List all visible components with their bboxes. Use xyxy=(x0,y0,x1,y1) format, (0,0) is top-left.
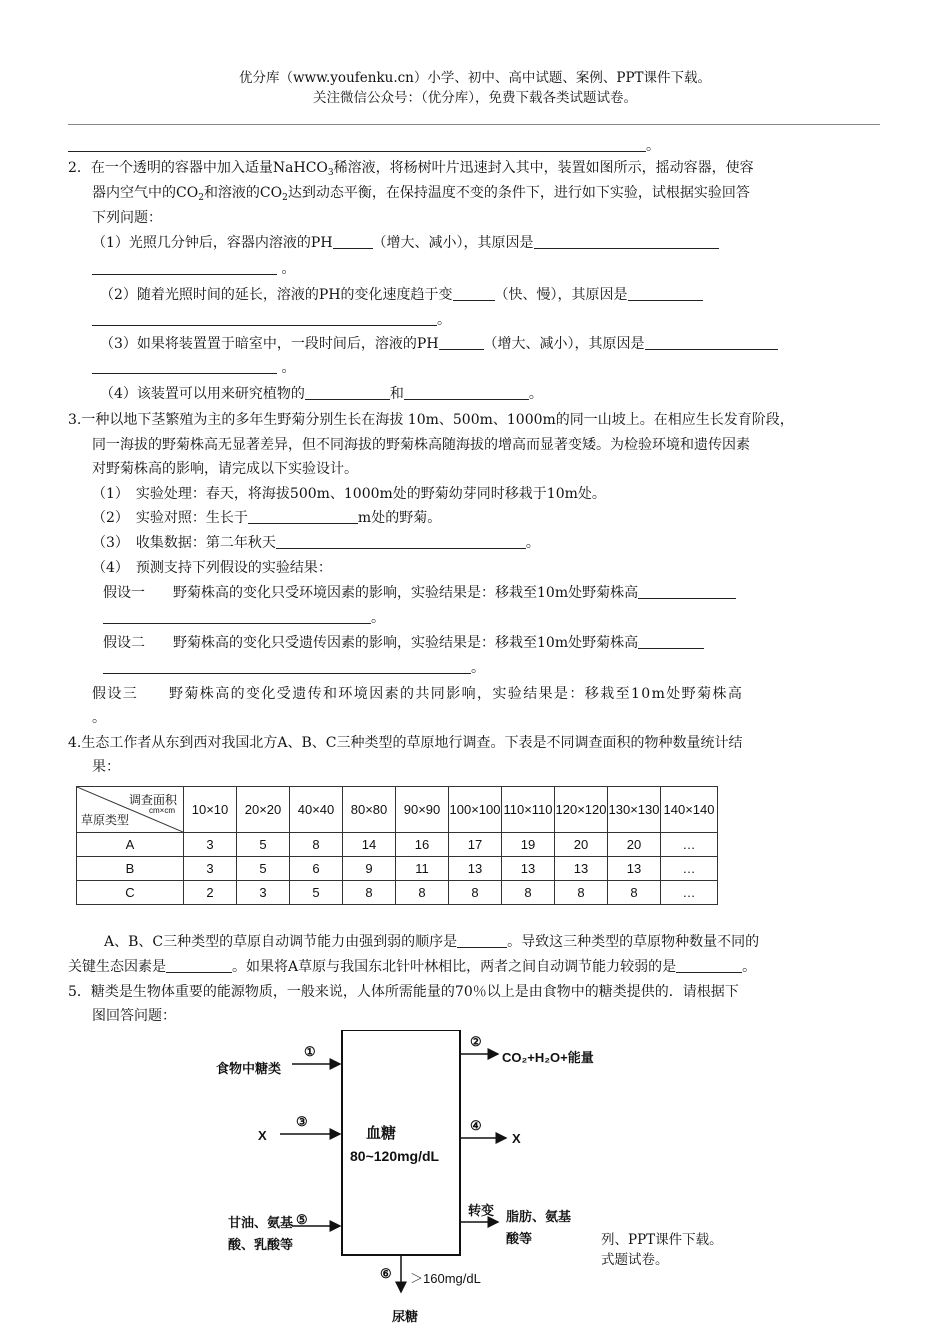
footer-fragment-1: 列、PPT课件下载。 xyxy=(601,1232,723,1248)
q3-step-2: （2） 实验对照：生长于 m处的野菊。 xyxy=(92,510,442,526)
q4-line-1: 4.生态工作者从东到西对我国北方A、B、C三种类型的草原地行调查。下表是不同调查面积的物种数量统计结 xyxy=(68,735,743,751)
answer-blank[interactable] xyxy=(638,584,736,599)
table-cell: … xyxy=(661,857,718,881)
answer-blank[interactable] xyxy=(439,335,484,350)
q2-part-3-cont: 。 xyxy=(92,358,295,378)
table-cell: 20 xyxy=(608,833,661,857)
row-label: B xyxy=(77,857,184,881)
q2-line-1: 2．在一个透明的容器中加入适量NaHCO$_3$稀溶液，将杨树叶片迅速封入其中，装置如图所示，摇动容器，使容 xyxy=(68,160,754,178)
column-header: 10×10 xyxy=(184,787,237,833)
table-cell: 8 xyxy=(343,881,396,905)
table-cell: 13 xyxy=(502,857,555,881)
table-cell: 5 xyxy=(237,833,290,857)
footer-fragment-2: 式题试卷。 xyxy=(601,1252,669,1268)
q1-answer-line: 。 xyxy=(68,136,660,156)
table-cell: 3 xyxy=(237,881,290,905)
table-cell: … xyxy=(661,833,718,857)
table-cell: 5 xyxy=(237,857,290,881)
q3-line-2: 同一海拔的野菊株高无显著差异，但不同海拔的野菊株高随海拔的增高而显著变矮。为检验环境和遗传因素 xyxy=(92,437,750,453)
corner-top-label: 调查面积 xyxy=(128,793,177,807)
answer-blank[interactable] xyxy=(103,609,371,624)
diagram-lines xyxy=(200,1030,620,1344)
table-cell: 8 xyxy=(396,881,449,905)
table-cell: 8 xyxy=(449,881,502,905)
q2-part-2-cont: 。 xyxy=(92,310,451,330)
answer-blank[interactable] xyxy=(534,234,719,249)
q2-part-3: （3）如果将装置置于暗室中，一段时间后，溶液的PH （增大、减小），其原因是 xyxy=(100,334,778,354)
q2-line-3: 下列问题： xyxy=(92,210,162,226)
table-corner-header xyxy=(77,787,184,833)
q5-line-1: 5．糖类是生物体重要的能源物质，一般来说，人体所需能量的70％以上是由食物中的糖类提供的．请根据下 xyxy=(68,984,739,1000)
column-header: 90×90 xyxy=(396,787,449,833)
row-label: C xyxy=(77,881,184,905)
answer-blank[interactable] xyxy=(276,534,526,549)
answer-blank[interactable] xyxy=(92,260,277,275)
label-1: ① xyxy=(304,1044,316,1059)
q4-question-line-1: A、B、C三种类型的草原自动调节能力由强到弱的顺序是 。导致这三种类型的草原物种数量不同的 xyxy=(104,934,760,950)
label-2: ② xyxy=(470,1034,482,1049)
q3-hypothesis-3: 假设三 野菊株高的变化受遗传和环境因素的共同影响，实验结果是：移栽至10m处野菊株高 xyxy=(92,686,744,702)
column-header: 40×40 xyxy=(290,787,343,833)
q3-line-3: 对野菊株高的影响，请完成以下实验设计。 xyxy=(92,461,358,477)
output-x: X xyxy=(512,1131,521,1146)
answer-blank[interactable] xyxy=(166,958,232,973)
answer-blank[interactable] xyxy=(404,385,529,400)
q3-step-3: （3） 收集数据：第二年秋天 。 xyxy=(92,535,540,551)
input-glycerol: 甘油、氨基 xyxy=(228,1215,294,1230)
table-cell: 13 xyxy=(449,857,502,881)
output-amino: 酸等 xyxy=(506,1231,533,1246)
q2-part-1: （1）光照几分钟后，容器内溶液的PH （增大、减小），其原因是 xyxy=(92,233,719,253)
table-cell: 8 xyxy=(290,833,343,857)
label-4: ④ xyxy=(470,1118,482,1133)
corner-bottom-label: 草原类型 xyxy=(81,813,130,827)
output-urine-sugar: 尿糖 xyxy=(392,1309,419,1324)
column-header: 80×80 xyxy=(343,787,396,833)
column-header: 140×140 xyxy=(661,787,718,833)
table-cell: … xyxy=(661,881,718,905)
table-cell: 20 xyxy=(555,833,608,857)
box-title: 血糖 xyxy=(366,1125,397,1142)
table-cell: 3 xyxy=(184,857,237,881)
q3-line-1: 3.一种以地下茎繁殖为主的多年生野菊分别生长在海拔 10m、500m、1000m的同一山坡上。在相应生长发育阶段， xyxy=(68,412,794,428)
answer-blank[interactable] xyxy=(676,958,742,973)
q3-step-4: （4） 预测支持下列假设的实验结果： xyxy=(92,560,332,576)
answer-blank[interactable] xyxy=(457,933,507,948)
table-cell: 19 xyxy=(502,833,555,857)
q3-hypothesis-2: 假设二 野菊株高的变化只受遗传因素的影响，实验结果是：移栽至10m处野菊株高 xyxy=(103,633,704,653)
output-fat: 脂肪、氨基 xyxy=(506,1209,572,1224)
box-range: 80~120mg/dL xyxy=(350,1148,440,1164)
q2-part-4: （4）该装置可以用来研究植物的 和 。 xyxy=(100,386,543,402)
table-cell: 17 xyxy=(449,833,502,857)
table-cell: 9 xyxy=(343,857,396,881)
answer-blank[interactable] xyxy=(645,335,778,350)
answer-blank[interactable] xyxy=(333,234,373,249)
output-threshold: ＞160mg/dL xyxy=(410,1271,481,1286)
table-cell: 5 xyxy=(290,881,343,905)
table-row xyxy=(77,833,718,857)
table-cell: 8 xyxy=(555,881,608,905)
column-header: 120×120 xyxy=(555,787,608,833)
table-cell: 6 xyxy=(290,857,343,881)
q3-hypothesis-2-cont: 。 xyxy=(103,658,485,678)
header-line-2: 关注微信公众号：（优分库），免费下载各类试题试卷。 xyxy=(313,90,637,106)
q3-hypothesis-1: 假设一 野菊株高的变化只受环境因素的影响，实验结果是：移栽至10m处野菊株高 xyxy=(103,583,736,603)
answer-blank[interactable] xyxy=(638,634,704,649)
label-3: ③ xyxy=(296,1114,308,1129)
label-6: ⑥ xyxy=(380,1266,392,1281)
answer-blank[interactable] xyxy=(453,286,495,301)
q4-question-line-2: 关键生态因素是 。如果将A草原与我国东北针叶林相比，两者之间自动调节能力较弱的是 。 xyxy=(68,959,757,975)
q3-hypothesis-3-cont: 。 xyxy=(92,710,106,726)
corner-unit-label: cm×cm xyxy=(149,806,175,815)
column-header: 110×110 xyxy=(502,787,555,833)
grassland-species-table xyxy=(76,786,718,905)
table-cell: 14 xyxy=(343,833,396,857)
q2-line-2: 器内空气中的$CO_2$和溶液的$CO_2$达到动态平衡，在保持温度不变的条件下，进行如下实验，试根据实验回答 xyxy=(92,185,750,203)
table-cell: 3 xyxy=(184,833,237,857)
answer-blank[interactable] xyxy=(103,659,471,674)
q3-hypothesis-1-cont: 。 xyxy=(103,608,385,628)
output-co2: CO₂+H₂O+能量 xyxy=(502,1050,594,1065)
convert-label: 转变 xyxy=(468,1203,495,1218)
table-cell: 11 xyxy=(396,857,449,881)
column-header: 100×100 xyxy=(449,787,502,833)
answer-blank[interactable] xyxy=(248,509,358,524)
input-lactic: 酸、乳酸等 xyxy=(228,1237,294,1252)
table-cell: 8 xyxy=(608,881,661,905)
q2-part-2: （2）随着光照时间的延长，溶液的PH的变化速度趋于变 （快、慢），其原因是 xyxy=(100,285,703,305)
table-cell: 16 xyxy=(396,833,449,857)
table-row xyxy=(77,881,718,905)
answer-blank[interactable] xyxy=(92,359,277,374)
table-cell: 13 xyxy=(555,857,608,881)
q5-line-2: 图回答问题： xyxy=(92,1008,176,1024)
header-divider xyxy=(68,124,880,125)
answer-blank[interactable] xyxy=(628,286,703,301)
input-food-sugar: 食物中糖类 xyxy=(216,1061,282,1076)
header-line-1: 优分库（www.youfenku.cn）小学、初中、高中试题、案例、PPT课件下载。 xyxy=(238,70,712,86)
blood-sugar-box xyxy=(342,1030,460,1255)
column-header: 130×130 xyxy=(608,787,661,833)
q2-part-1-cont: 。 xyxy=(92,259,295,279)
table-cell: 2 xyxy=(184,881,237,905)
q3-step-1: （1） 实验处理：春天，将海拔500m、1000m处的野菊幼芽同时移栽于10m处。 xyxy=(92,486,606,502)
answer-blank[interactable] xyxy=(92,311,437,326)
input-x: X xyxy=(258,1128,267,1143)
table-cell: 8 xyxy=(502,881,555,905)
table-cell: 13 xyxy=(608,857,661,881)
column-header: 20×20 xyxy=(237,787,290,833)
table-row xyxy=(77,857,718,881)
q4-line-2: 果： xyxy=(92,759,120,775)
answer-blank[interactable] xyxy=(305,385,390,400)
row-label: A xyxy=(77,833,184,857)
label-5: ⑤ xyxy=(296,1212,308,1227)
